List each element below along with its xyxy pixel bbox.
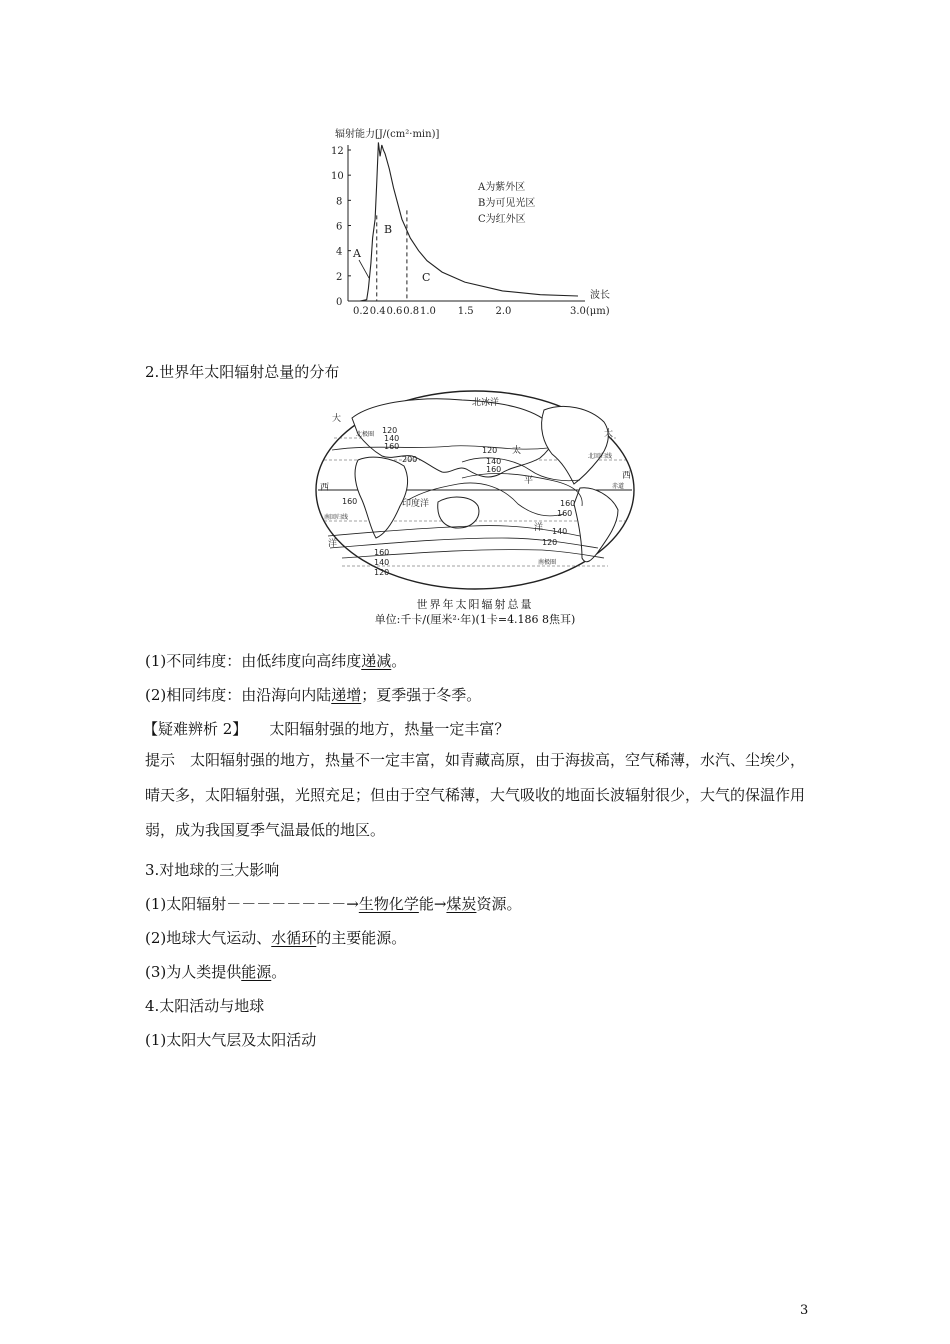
isoline-value: 120 xyxy=(382,426,398,435)
influence-2 xyxy=(145,928,406,948)
isoline-value: 160 xyxy=(486,465,502,474)
isoline-value: 200 xyxy=(402,455,418,464)
y-tick-label: 10 xyxy=(331,171,344,183)
isoline-value: 140 xyxy=(374,558,390,567)
isoline-value: 140 xyxy=(384,434,400,443)
x-tick-label: 1.0 xyxy=(420,306,436,317)
label-atlantic-north-1: 大 xyxy=(332,414,342,424)
y-tick-label: 12 xyxy=(331,146,344,157)
isoline-value: 160 xyxy=(374,548,390,557)
legend-c: C为红外区 xyxy=(478,214,526,225)
y-tick-label: 8 xyxy=(336,196,343,208)
region-label-c: C xyxy=(422,271,431,284)
isoline-value: 140 xyxy=(552,527,568,536)
y-tick-label: 0 xyxy=(336,297,343,308)
x-tick-label: 1.5 xyxy=(457,306,474,317)
point-2-end: ；夏季强于冬季。 xyxy=(361,686,482,704)
x-tick-label: 0.4 xyxy=(369,306,386,317)
label-atlantic-east: 大 xyxy=(604,429,614,439)
influence-3 xyxy=(145,962,286,982)
isoline-value: 160 xyxy=(560,499,576,508)
page-number: 3 xyxy=(800,1303,809,1318)
question-text: 太阳辐射强的地方，热量一定丰富？ xyxy=(269,720,510,738)
influence-1-text: (1)太阳辐射－－－－－－－－→ xyxy=(145,895,359,913)
label-equator: 赤道 xyxy=(612,483,625,490)
isoline-value: 120 xyxy=(482,446,498,455)
section-heading-3: 3.对地球的三大影响 xyxy=(145,861,280,879)
world-radiation-map xyxy=(312,388,638,598)
section-heading-4: 4.太阳活动与地球 xyxy=(145,997,265,1015)
chart-ylabel: 辐射能力[J/(cm²·min)] xyxy=(335,129,440,140)
map-caption-title: 世界年太阳辐射总量 xyxy=(416,598,534,611)
label-tropic-cancer: 北回归线 xyxy=(588,453,613,460)
australia-shape xyxy=(438,497,479,528)
section-heading-2: 2.世界年太阳辐射总量的分布 xyxy=(145,363,340,381)
map-caption-unit: 单位:千卡/(厘米²·年)(1卡=4.186 8焦耳) xyxy=(374,613,576,626)
point-2-answer: 递增 xyxy=(331,686,362,704)
y-tick-label: 4 xyxy=(336,246,343,258)
legend-a: A为紫外区 xyxy=(478,182,526,193)
isoline-value: 160 xyxy=(557,509,573,518)
question-label: 【疑难辨析 2】 xyxy=(143,720,248,738)
label-arctic-circle: 北极圈 xyxy=(356,431,375,438)
subsection-heading-4-1: (1)太阳大气层及太阳活动 xyxy=(145,1031,317,1049)
influence-2-end: 的主要能源。 xyxy=(316,929,407,947)
label-pacific-1: 太 xyxy=(512,446,522,456)
isoline-value: 160 xyxy=(342,497,358,506)
isoline-value: 120 xyxy=(542,538,558,547)
point-2 xyxy=(145,685,481,705)
influence-3-text: (3)为人类提供 xyxy=(145,963,242,981)
label-pacific-2: 平 xyxy=(524,476,534,486)
label-antarctic-circle: 南极圈 xyxy=(538,559,557,566)
influence-2-text: (2)地球大气运动、 xyxy=(145,929,272,947)
influence-1-end: 资源。 xyxy=(476,895,522,913)
label-ocean-se: 洋 xyxy=(534,523,544,533)
label-a-leader xyxy=(359,260,369,278)
influence-3-answer: 能源 xyxy=(241,963,272,981)
influence-1-answer-2: 煤炭 xyxy=(446,895,477,913)
x-tick-label: 0.8 xyxy=(403,306,420,317)
y-tick-label: 2 xyxy=(336,271,343,283)
point-2-text: (2)相同纬度：由沿海向内陆 xyxy=(145,686,332,704)
region-label-b: B xyxy=(384,223,393,236)
point-1 xyxy=(145,651,406,671)
isoline-value: 140 xyxy=(486,457,502,466)
label-arctic-ocean: 北冰洋 xyxy=(472,398,500,408)
x-tick-label: 0.6 xyxy=(386,306,403,317)
label-tropic-capricorn: 南回归线 xyxy=(324,514,349,521)
label-atlantic-west: 西 xyxy=(320,483,330,493)
region-label-a: A xyxy=(353,247,361,260)
answer-paragraph: 提示 太阳辐射强的地方，热量不一定丰富，如青藏高原，由于海拔高，空气稀薄，水汽、尘埃少，晴天多，太阳辐射强，光照充足；但由于空气稀薄，大气吸收的地面长波辐射很少，大气的保温作用弱，成为我国夏季气温最低的地区。 xyxy=(145,751,806,839)
x-tick-label: 0.2 xyxy=(353,306,369,317)
point-1-text: (1)不同纬度：由低纬度向高纬度 xyxy=(145,652,362,670)
influence-1-answer-1: 生物化学 xyxy=(358,895,419,913)
legend-b: B为可见光区 xyxy=(478,198,536,209)
influence-3-end: 。 xyxy=(271,963,287,981)
isoline-value: 120 xyxy=(374,568,390,577)
x-axis-unit: 3.0(μm) xyxy=(570,306,610,317)
influence-1-mid: 能→ xyxy=(418,895,447,913)
point-1-answer: 递减 xyxy=(361,652,392,670)
y-tick-label: 6 xyxy=(336,221,343,233)
label-ocean-sw: 洋 xyxy=(328,539,338,549)
label-indian-ocean: 印度洋 xyxy=(402,499,430,509)
solar-spectrum-chart xyxy=(325,120,625,325)
isoline-value: 160 xyxy=(384,442,400,451)
spectrum-curve xyxy=(360,142,578,301)
x-tick-label: 2.0 xyxy=(495,306,512,317)
influence-2-answer: 水循环 xyxy=(271,929,317,947)
x-axis-label: 波长 xyxy=(590,290,610,301)
label-atlantic-east-2: 西 xyxy=(622,471,632,481)
influence-1 xyxy=(145,894,521,914)
point-1-end: 。 xyxy=(391,652,407,670)
question-line xyxy=(143,719,509,739)
